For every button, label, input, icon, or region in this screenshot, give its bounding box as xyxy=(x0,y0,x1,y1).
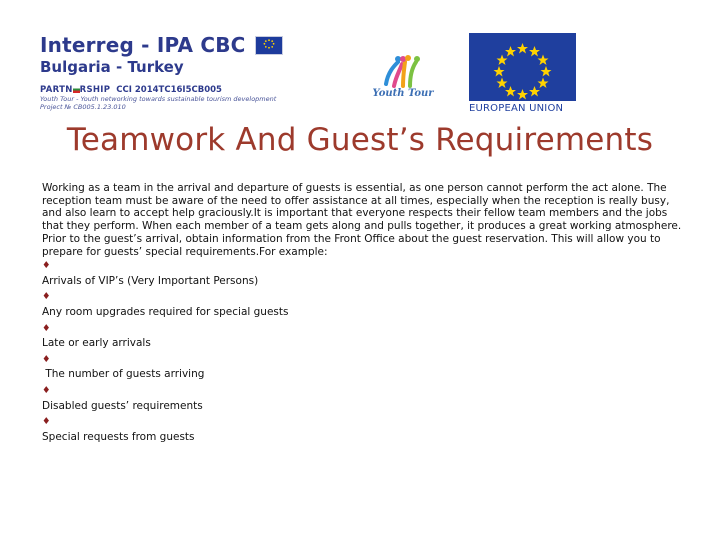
list-item: The number of guests arriving xyxy=(42,368,205,381)
youth-tour-text: Youth Tour xyxy=(372,88,434,99)
european-union-label: EUROPEAN UNION xyxy=(469,103,564,114)
prior-paragraph: Prior to the guest’s arrival, obtain information from the Front Office about the guest reservation. This will allow you to prepare for guests’ special requirements.For example: xyxy=(42,232,661,258)
project-description: Youth Tour - Youth networking towards sustainable tourism development xyxy=(40,95,277,103)
intro-paragraph: Working as a team in the arrival and departure of guests is essential, as one person cannot perform the act alone. The reception team must be aware of the need to offer assistance at all times, especially when the reception is really busy, and also learn to accept help graciously.It is important that everyone respects their fellow team members and the jobs that they perform. When each member of a team gets along and pulls together, it produces a great working atmosphere. xyxy=(42,182,682,233)
diamond-bullet-icon: ♦ xyxy=(42,291,51,303)
partnership-flag-icon xyxy=(73,86,80,93)
partnership-label: PARTN RSHIP xyxy=(40,85,111,95)
list-item: Special requests from guests xyxy=(42,430,195,443)
interreg-logo xyxy=(40,34,300,111)
header xyxy=(0,0,720,120)
list-item: Disabled guests’ requirements xyxy=(42,399,203,412)
slide-body xyxy=(42,182,682,445)
diamond-bullet-icon: ♦ xyxy=(42,260,51,272)
interreg-countries: Bulgaria - Turkey xyxy=(40,58,184,76)
diamond-bullet-icon: ♦ xyxy=(42,322,51,334)
eu-flag-small-icon xyxy=(256,37,282,54)
eu-flag-icon xyxy=(469,33,576,101)
diamond-bullet-icon: ♦ xyxy=(42,416,51,428)
interreg-title: Interreg - IPA CBC xyxy=(40,33,246,57)
youth-tour-logo xyxy=(372,54,434,106)
youth-tour-figures-icon xyxy=(372,54,434,90)
slide-title: Teamwork And Guest’s Requirements xyxy=(66,122,654,158)
list-item: Arrivals of VIP’s (Very Important Persons) xyxy=(42,274,259,287)
list-item: Any room upgrades required for special guests xyxy=(42,306,289,318)
diamond-bullet-icon: ♦ xyxy=(42,384,51,396)
cci-code: CCI 2014TC16I5CB005 xyxy=(116,85,222,95)
list-item: Late or early arrivals xyxy=(42,337,151,350)
project-number: Project № CB005.1.23.010 xyxy=(40,103,126,111)
diamond-bullet-icon: ♦ xyxy=(42,353,51,365)
